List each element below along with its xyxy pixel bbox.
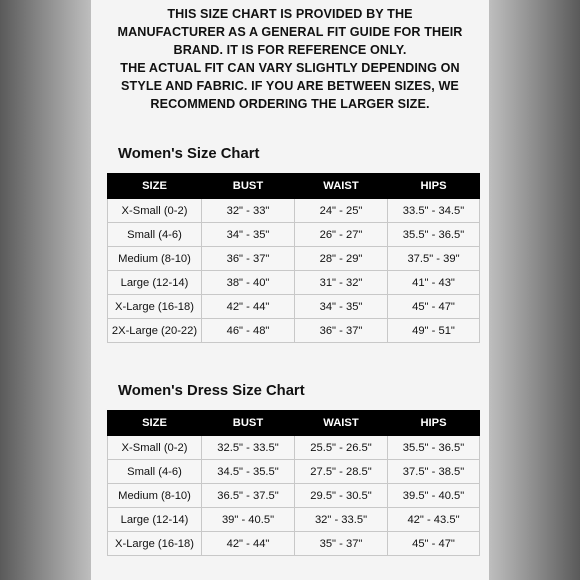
cell-waist: 34" - 35" xyxy=(295,295,388,319)
cell-bust: 42" - 44" xyxy=(202,295,295,319)
cell-hips: 35.5" - 36.5" xyxy=(388,223,480,247)
table-row xyxy=(108,271,480,295)
cell-bust: 38" - 40" xyxy=(202,271,295,295)
cell-bust: 36" - 37" xyxy=(202,247,295,271)
cell-waist: 27.5" - 28.5" xyxy=(295,460,388,484)
header-hips: HIPS xyxy=(388,174,480,199)
notice-line: THE ACTUAL FIT CAN VARY SLIGHTLY DEPENDING ON xyxy=(120,61,460,75)
cell-hips: 45" - 47" xyxy=(388,532,480,556)
notice-line: THIS SIZE CHART IS PROVIDED BY THE xyxy=(167,7,413,21)
cell-size: Medium (8-10) xyxy=(108,247,202,271)
cell-hips: 45" - 47" xyxy=(388,295,480,319)
womens-size-table xyxy=(107,173,480,343)
table-row xyxy=(108,436,480,460)
table-header-row xyxy=(108,411,480,436)
cell-size: Medium (8-10) xyxy=(108,484,202,508)
table-row xyxy=(108,247,480,271)
cell-waist: 24" - 25" xyxy=(295,199,388,223)
cell-size: Large (12-14) xyxy=(108,271,202,295)
header-size: SIZE xyxy=(108,411,202,436)
cell-waist: 35" - 37" xyxy=(295,532,388,556)
cell-waist: 36" - 37" xyxy=(295,319,388,343)
cell-hips: 35.5" - 36.5" xyxy=(388,436,480,460)
cell-size: X-Small (0-2) xyxy=(108,436,202,460)
table-row xyxy=(108,508,480,532)
table-header-row xyxy=(108,174,480,199)
womens-dress-size-table xyxy=(107,410,480,556)
cell-waist: 32" - 33.5" xyxy=(295,508,388,532)
womens-dress-size-rows xyxy=(108,436,480,556)
cell-waist: 29.5" - 30.5" xyxy=(295,484,388,508)
cell-bust: 42" - 44" xyxy=(202,532,295,556)
cell-waist: 25.5" - 26.5" xyxy=(295,436,388,460)
cell-bust: 39" - 40.5" xyxy=(202,508,295,532)
table-row xyxy=(108,460,480,484)
cell-waist: 26" - 27" xyxy=(295,223,388,247)
header-hips: HIPS xyxy=(388,411,480,436)
cell-hips: 33.5" - 34.5" xyxy=(388,199,480,223)
womens-dress-size-chart-title: Women's Dress Size Chart xyxy=(118,383,305,399)
table-row xyxy=(108,319,480,343)
womens-size-chart-title: Women's Size Chart xyxy=(118,146,260,162)
table-row xyxy=(108,199,480,223)
notice-line: MANUFACTURER AS A GENERAL FIT GUIDE FOR THEIR xyxy=(117,25,463,39)
cell-bust: 32.5" - 33.5" xyxy=(202,436,295,460)
cell-hips: 49" - 51" xyxy=(388,319,480,343)
cell-waist: 31" - 32" xyxy=(295,271,388,295)
cell-hips: 42" - 43.5" xyxy=(388,508,480,532)
notice-line: BRAND. IT IS FOR REFERENCE ONLY. xyxy=(173,43,407,57)
notice-line: STYLE AND FABRIC. IF YOU ARE BETWEEN SIZES, WE xyxy=(121,79,459,93)
cell-hips: 37.5" - 39" xyxy=(388,247,480,271)
womens-size-rows xyxy=(108,199,480,343)
table-row xyxy=(108,484,480,508)
table-row xyxy=(108,223,480,247)
cell-waist: 28" - 29" xyxy=(295,247,388,271)
header-size: SIZE xyxy=(108,174,202,199)
table-row xyxy=(108,295,480,319)
cell-bust: 34.5" - 35.5" xyxy=(202,460,295,484)
cell-bust: 46" - 48" xyxy=(202,319,295,343)
cell-size: Small (4-6) xyxy=(108,223,202,247)
cell-size: X-Large (16-18) xyxy=(108,532,202,556)
cell-size: 2X-Large (20-22) xyxy=(108,319,202,343)
cell-bust: 32" - 33" xyxy=(202,199,295,223)
cell-size: X-Small (0-2) xyxy=(108,199,202,223)
cell-size: Small (4-6) xyxy=(108,460,202,484)
header-waist: WAIST xyxy=(295,174,388,199)
size-chart-page xyxy=(91,0,489,580)
cell-bust: 36.5" - 37.5" xyxy=(202,484,295,508)
manufacturer-notice xyxy=(91,5,489,113)
cell-size: X-Large (16-18) xyxy=(108,295,202,319)
cell-hips: 39.5" - 40.5" xyxy=(388,484,480,508)
header-bust: BUST xyxy=(202,174,295,199)
header-waist: WAIST xyxy=(295,411,388,436)
cell-hips: 41" - 43" xyxy=(388,271,480,295)
table-row xyxy=(108,532,480,556)
cell-bust: 34" - 35" xyxy=(202,223,295,247)
notice-line: RECOMMEND ORDERING THE LARGER SIZE. xyxy=(150,97,430,111)
cell-size: Large (12-14) xyxy=(108,508,202,532)
cell-hips: 37.5" - 38.5" xyxy=(388,460,480,484)
header-bust: BUST xyxy=(202,411,295,436)
